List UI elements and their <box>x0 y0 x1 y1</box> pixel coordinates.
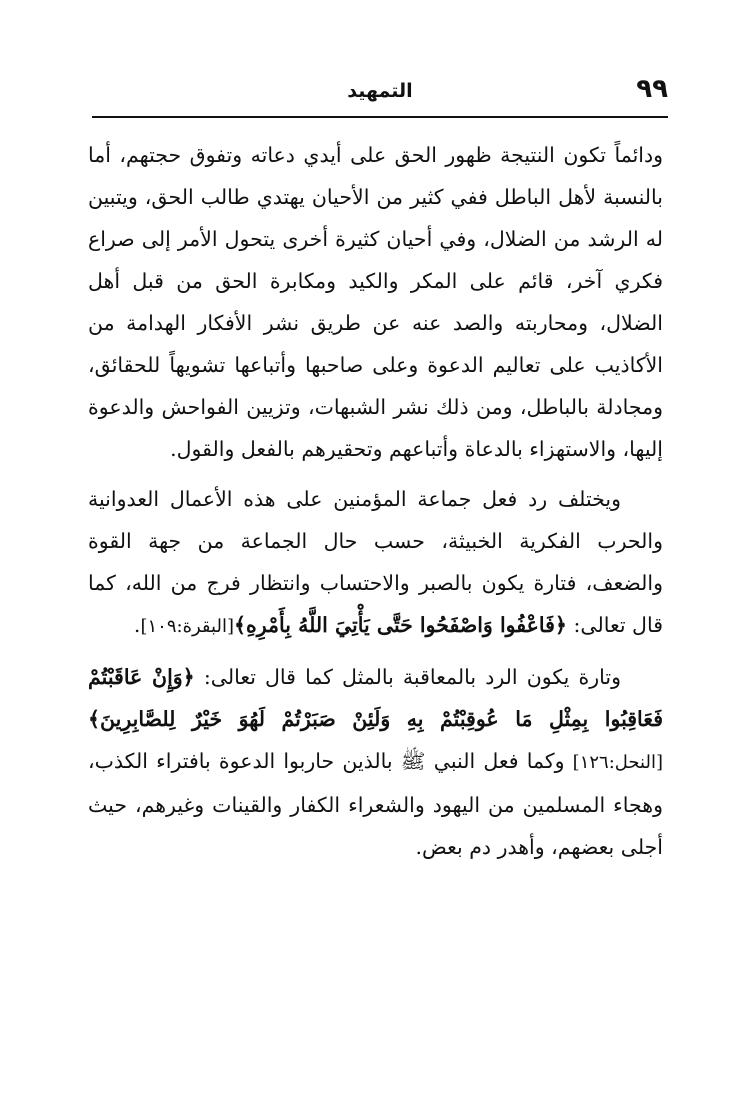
paragraph-3-intro: وتارة يكون الرد بالمعاقبة بالمثل كما قال تعالى: <box>203 665 621 689</box>
verse-reference-baqarah: [البقرة:١٠٩] <box>140 616 234 637</box>
header-divider <box>92 116 668 118</box>
paragraph-gap <box>88 470 663 478</box>
quran-verse-nahl: ﴿وَإِنْ عَاقَبْتُمْ فَعَاقِبُوا بِمِثْلِ مَا عُوقِبْتُمْ بِهِ وَلَئِنْ صَبَرْتُمْ لَهُوَ خَيْرٌ لِلصَّابِرِينَ﴾ <box>88 665 663 731</box>
paragraph-gap <box>88 648 663 656</box>
paragraph-1-text: ودائماً تكون النتيجة ظهور الحق على أيدي دعاته وتفوق حجتهم، أما بالنسبة لأهل الباطل ففي كثير من الأحيان يهتدي طالب الحق، ويتبين له الرشد من الضلال، وفي أحيان كثيرة أخرى يتحول الأمر إلى صراع فكري آخر، قائم على المكر والكيد ومكابرة الحق من قبل أهل الضلال، ومحاربته والصد عنه عن طريق نشر الأفكار الهدامة من الأكاذيب على تعاليم الدعوة وعلى صاحبها وأتباعها تشويهاً للحقائق، ومجادلة بالباطل، ومن ذلك نشر الشبهات، وتزيين الفواحش والدعوة إليها، والاستهزاء بالدعاة وأتباعهم وتحقيرهم بالفعل والقول. <box>88 143 664 461</box>
paragraph-2 <box>88 478 663 648</box>
verse-reference-nahl: [النحل:١٢٦] <box>572 752 663 773</box>
paragraph-3-text: وكما فعل النبي ﷺ بالذين حاربوا الدعوة بافتراء الكذب، وهجاء المسلمين من اليهود والشعراء الكفار والقينات وغيرهم، حيث أجلى بعضهم، وأهدر دم بعض. <box>88 749 663 859</box>
paragraph-1 <box>88 134 663 470</box>
paragraph-2-end: . <box>133 613 141 637</box>
paragraph-2-text: ويختلف رد فعل جماعة المؤمنين على هذه الأعمال العدوانية والحرب الفكرية الخبيثة، حسب حال الجماعة من جهة القوة والضعف، فتارة يكون بالصبر والاحتساب وانتظار فرج من الله، كما قال تعالى: <box>88 487 663 637</box>
paragraph-3 <box>88 656 663 868</box>
quran-verse-baqarah: ﴿فَاعْفُوا وَاصْفَحُوا حَتَّى يَأْتِيَ اللَّهُ بِأَمْرِهِ﴾ <box>233 613 567 637</box>
page-number: ٩٩ <box>636 74 668 104</box>
page-header <box>92 72 668 118</box>
page-body <box>88 134 663 868</box>
chapter-title: التمهيد <box>347 80 413 102</box>
